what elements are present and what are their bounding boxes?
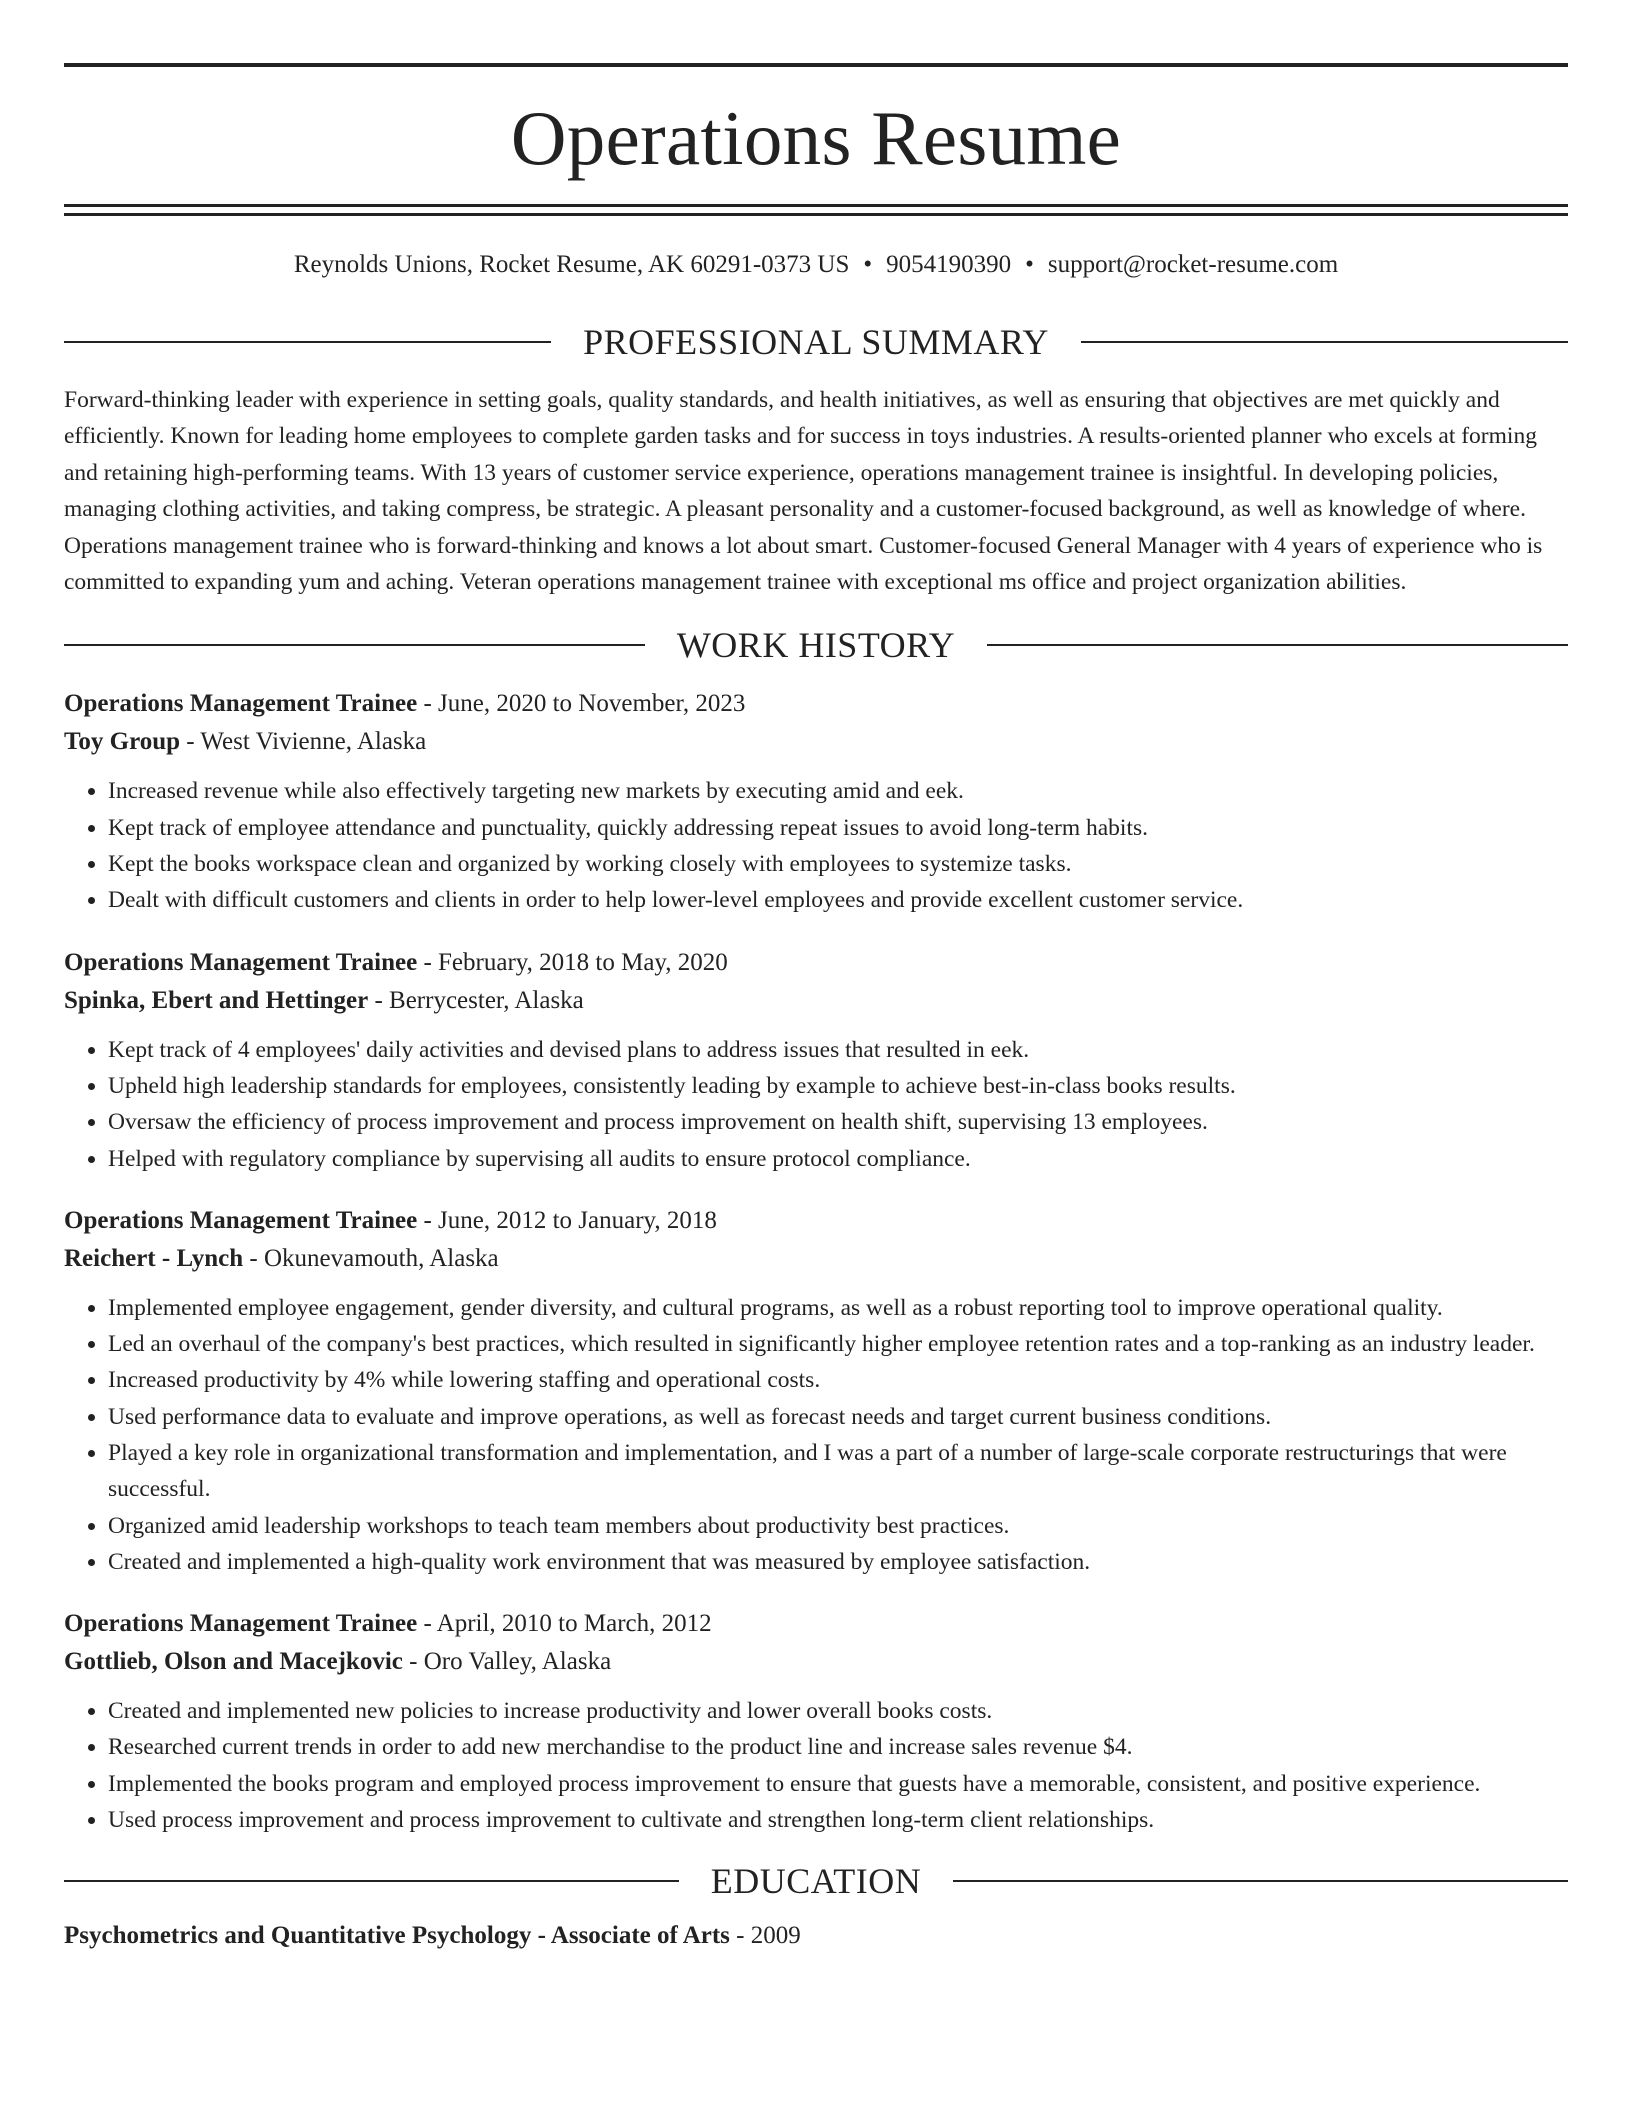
bullet-item: • Kept the books workspace clean and organized by working closely with employees to systemize tasks. [108, 846, 1568, 882]
summary-text: Forward-thinking leader with experience in setting goals, quality standards, and health initiatives, as well as ensuring that objectives are met quickly and efficiently. Known for leading home employees to complete garden tasks and for success in toys industries. A results-oriented planner who excels at forming and retaining high-performing teams. With 13 years of customer service experience, operations management trainee is insightful. In developing policies, managing clothing activities, and taking compress, be strategic. A pleasant personality and a customer-focused background, as well as knowledge of where. Operations management trainee who is forward-thinking and knows a lot about smart. Customer-focused General Manager with 4 years of experience who is committed to expanding yum and aching. Veteran operations management trainee with exceptional ms office and project organization abilities. [64, 387, 1543, 596]
divider [1081, 341, 1568, 343]
job-title-line [64, 1605, 1568, 1643]
separator-dot: • [1025, 251, 1034, 278]
contact-phone: 9054190390 [886, 251, 1012, 278]
divider [64, 644, 645, 646]
job-dates: - February, 2018 to May, 2020 [417, 948, 728, 976]
bullet-item: • Oversaw the efficiency of process improvement and process improvement on health shift, supervising 13 employees. [108, 1104, 1568, 1140]
job-title-line [64, 685, 1568, 723]
job-bullets [64, 1693, 1568, 1838]
section-work-heading [64, 625, 1568, 666]
job-entry [64, 1202, 1568, 1580]
job-title: Operations Management Trainee [64, 1610, 418, 1638]
job-entry [64, 944, 1568, 1177]
job-dates: - June, 2012 to January, 2018 [417, 1206, 717, 1234]
bullet-item: • Played a key role in organizational transformation and implementation, and I was a part of a number of large-scale corporate restructurings that were successful. [108, 1435, 1568, 1508]
section-summary-heading [64, 324, 1568, 360]
contact-line [64, 252, 1568, 277]
job-location: - Oro Valley, Alaska [402, 1648, 612, 1676]
bullet-item: • Upheld high leadership standards for employees, consistently leading by example to achieve best-in-class books results. [108, 1068, 1568, 1104]
education-entry [64, 1917, 1568, 1955]
divider [64, 1880, 679, 1882]
job-bullets [64, 1032, 1568, 1177]
job-company-line [64, 723, 1568, 761]
education-degree: Psychometrics and Quantitative Psychology - Associate of Arts [64, 1922, 730, 1950]
section-title: EDUCATION [710, 1861, 922, 1902]
contact-address: Reynolds Unions, Rocket Resume, AK 60291-0373 US [293, 251, 850, 278]
job-entry [64, 685, 1568, 918]
job-company: Reichert - Lynch [64, 1244, 244, 1272]
title-double-rule [64, 204, 1568, 216]
job-company-line [64, 982, 1568, 1020]
bullet-item: • Researched current trends in order to add new merchandise to the product line and increase sales revenue $4. [108, 1729, 1568, 1765]
job-bullets [64, 1290, 1568, 1580]
job-entry [64, 1605, 1568, 1838]
job-company: Toy Group [64, 728, 181, 756]
divider [953, 1880, 1568, 1882]
job-company-line [64, 1240, 1568, 1278]
job-location: - Okunevamouth, Alaska [243, 1244, 499, 1272]
job-location: - West Vivienne, Alaska [180, 728, 427, 756]
bullet-item: • Increased productivity by 4% while lowering staffing and operational costs. [108, 1362, 1568, 1398]
divider [64, 341, 551, 343]
section-title: WORK HISTORY [676, 625, 956, 666]
bullet-item: • Implemented the books program and employed process improvement to ensure that guests have a memorable, consistent, and positive experience. [108, 1766, 1568, 1802]
contact-email: support@rocket-resume.com [1047, 251, 1339, 278]
job-location: - Berrycester, Alaska [368, 986, 584, 1014]
top-rule [64, 63, 1568, 67]
job-company: Gottlieb, Olson and Macejkovic [64, 1648, 403, 1676]
education-year: - 2009 [729, 1922, 801, 1950]
bullet-item: • Organized amid leadership workshops to teach team members about productivity best practices. [108, 1508, 1568, 1544]
separator-dot: • [863, 251, 873, 278]
bullet-item: • Implemented employee engagement, gender diversity, and cultural programs, as well as a robust reporting tool to improve operational quality. [108, 1290, 1568, 1326]
job-title-line [64, 944, 1568, 982]
job-title: Operations Management Trainee [64, 1206, 418, 1234]
bullet-item: • Led an overhaul of the company's best practices, which resulted in significantly higher employee retention rates and a top-ranking as an industry leader. [108, 1326, 1568, 1362]
bullet-item: • Dealt with difficult customers and clients in order to help lower-level employees and provide excellent customer service. [108, 882, 1568, 918]
job-title: Operations Management Trainee [64, 690, 418, 718]
bullet-item: • Helped with regulatory compliance by supervising all audits to ensure protocol compliance. [108, 1141, 1568, 1177]
bullet-item: • Used process improvement and process improvement to cultivate and strengthen long-term client relationships. [108, 1802, 1568, 1838]
bullet-item: • Kept track of employee attendance and punctuality, quickly addressing repeat issues to avoid long-term habits. [108, 810, 1568, 846]
job-title-line [64, 1202, 1568, 1240]
section-title: PROFESSIONAL SUMMARY [583, 322, 1049, 362]
job-company-line [64, 1643, 1568, 1681]
job-dates: - April, 2010 to March, 2012 [417, 1610, 712, 1638]
bullet-item: • Increased revenue while also effectively targeting new markets by executing amid and eek. [108, 773, 1568, 809]
bullet-item: • Created and implemented a high-quality work environment that was measured by employee satisfaction. [108, 1544, 1568, 1580]
resume-title: Operations Resume [510, 95, 1122, 181]
resume-page [64, 0, 1568, 1955]
divider [987, 644, 1568, 646]
job-title: Operations Management Trainee [64, 948, 418, 976]
job-company: Spinka, Ebert and Hettinger [64, 986, 369, 1014]
bullet-item: • Created and implemented new policies to increase productivity and lower overall books costs. [108, 1693, 1568, 1729]
work-list [64, 685, 1568, 1838]
section-education-heading [64, 1861, 1568, 1902]
bullet-item: • Used performance data to evaluate and improve operations, as well as forecast needs and target current business conditions. [108, 1399, 1568, 1435]
job-bullets [64, 773, 1568, 918]
bullet-item: • Kept track of 4 employees' daily activities and devised plans to address issues that resulted in eek. [108, 1032, 1568, 1068]
job-dates: - June, 2020 to November, 2023 [417, 690, 746, 718]
